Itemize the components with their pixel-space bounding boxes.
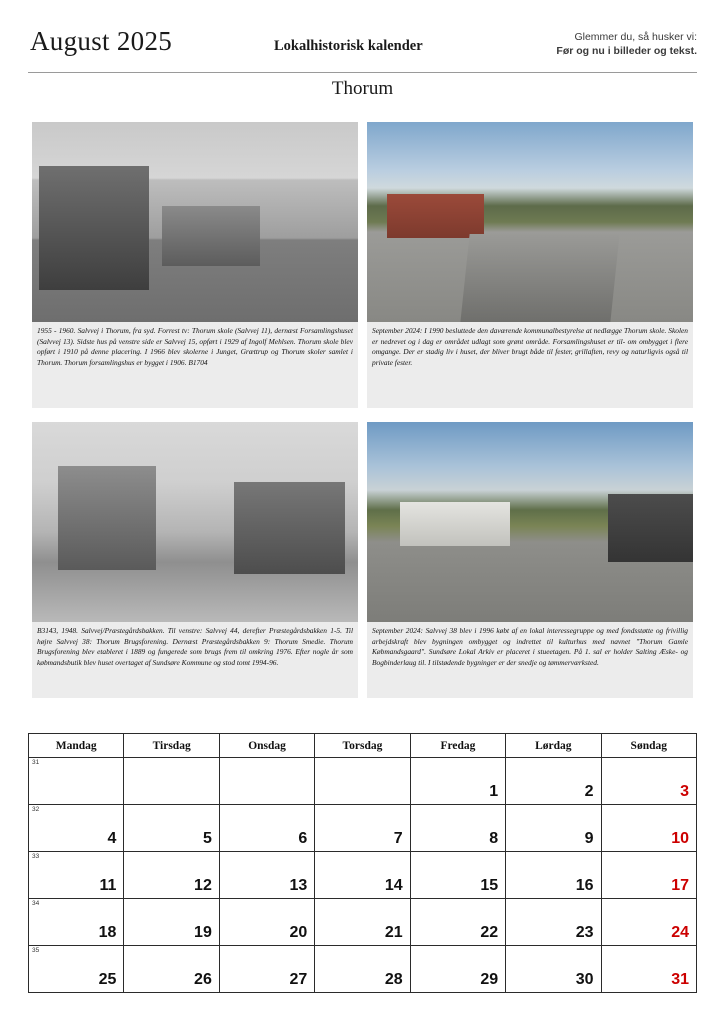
- calendar-week-row: [29, 946, 697, 993]
- calendar-week-row: [29, 758, 697, 805]
- calendar-day-cell[interactable]: [315, 852, 410, 899]
- calendar-empty-cell: [124, 758, 219, 805]
- weekday-header-tirsdag: Tirsdag: [124, 734, 219, 758]
- day-number: 5: [202, 830, 212, 847]
- calendar-day-cell[interactable]: [410, 899, 505, 946]
- caption-bottom-left: B3143, 1948. Salvvej/Præstegårdsbakken. Til venstre: Salvvej 44, derefter Præstegårdsbakken 1-5. Til højre Salvvej 38: Thorum Brugsforening. Dernæst Præstegårdsbakken 9: Thorum Smedie. Thorum Brugsforening blev etableret i 1889 og fungerede som brugs frem til omkring 1976. Efter nogle år som købmandsbutik blev huset overtaget af Sundsøre Kommune og stod tomt 1994-96.: [32, 622, 358, 698]
- day-number: 7: [393, 830, 403, 847]
- calendar-day-cell[interactable]: [410, 758, 505, 805]
- photo-bottom-right: [367, 422, 693, 622]
- day-number: 14: [384, 877, 403, 894]
- tagline: [556, 30, 697, 58]
- day-number: 27: [289, 971, 308, 988]
- calendar-day-cell[interactable]: [506, 899, 601, 946]
- calendar-week-row: [29, 899, 697, 946]
- photo-grid: [28, 118, 697, 698]
- calendar-day-cell[interactable]: [506, 758, 601, 805]
- caption-top-left: 1955 - 1960. Salvvej i Thorum, fra syd. Forrest tv: Thorum skole (Salvvej 11), dernæst Forsamlingshuset (Salvvej 13). Sidste hus på venstre side er Salvvej 15, opført i 1929 af Ingolf Mehlsen. Thorum skole blev opført i 1910 på denne placering. I 1966 blev skolerne i Junget, Grættrup og Thorum skoler samlet i Thorum. Thorum forsamlingshus er bygget i 1906. B1704: [32, 322, 358, 408]
- month-calendar: [28, 733, 697, 993]
- calendar-day-cell[interactable]: [601, 852, 696, 899]
- calendar-day-cell[interactable]: [506, 805, 601, 852]
- day-number: 12: [194, 877, 212, 894]
- calendar-day-cell[interactable]: [219, 899, 314, 946]
- week-number: 32: [32, 806, 40, 813]
- calendar-day-cell[interactable]: [410, 852, 505, 899]
- calendar-day-cell[interactable]: [410, 805, 505, 852]
- calendar-week-row: [29, 805, 697, 852]
- calendar-day-cell[interactable]: [124, 899, 219, 946]
- week-number: 35: [32, 947, 40, 954]
- photo-cell-bottom-right: [363, 418, 697, 698]
- calendar-day-cell[interactable]: [601, 805, 696, 852]
- day-number: 21: [384, 924, 403, 941]
- header-divider: [28, 72, 697, 73]
- day-number: 29: [480, 971, 499, 988]
- day-number: 19: [194, 924, 212, 941]
- week-number: 31: [32, 759, 40, 766]
- day-number: 16: [575, 877, 594, 894]
- day-number: 4: [107, 830, 117, 847]
- weekday-header-onsdag: Onsdag: [219, 734, 314, 758]
- week-number: 34: [32, 900, 40, 907]
- weekday-header-torsdag: Torsdag: [315, 734, 410, 758]
- caption-bottom-right: September 2024: Salvvej 38 blev i 1996 købt af en lokal interessegruppe og med fondsstøtte og frivillig arbejdskraft blev bygningen ombygget og indrettet til kulturhus med navnet "Thorum Gamle Købmandsgaard". Sundsøre Lokal Arkiv er placeret i stueetagen. På 1. sal er holder Salting Æske- og Bogbinderlaug til. I tilstødende bygninger er der snedje og tømmerværksted.: [367, 622, 693, 698]
- weekday-header-fredag: Fredag: [410, 734, 505, 758]
- calendar-day-cell[interactable]: [601, 758, 696, 805]
- day-number: 22: [480, 924, 499, 941]
- day-number: 28: [384, 971, 403, 988]
- calendar-week-row: [29, 852, 697, 899]
- calendar-day-cell[interactable]: [219, 805, 314, 852]
- calendar-day-cell[interactable]: [219, 946, 314, 993]
- day-number: 30: [575, 971, 594, 988]
- day-number: 11: [99, 877, 117, 894]
- calendar-day-cell[interactable]: [315, 805, 410, 852]
- caption-top-right: September 2024: I 1990 besluttede den daværende kommunalbestyrelse at nedlægge Thorum skole. Skolen er nedrevet og i dag er området udlagt som grønt område. Forsamlingshuset er til- om ombygget i flere omgange. Der er stadig liv i huset, der bliver brugt både til fester, grillaften, revy og naturligvis også til private fester.: [367, 322, 693, 408]
- day-number: 9: [584, 830, 594, 847]
- calendar-day-cell[interactable]: [315, 899, 410, 946]
- day-number: 23: [575, 924, 594, 941]
- calendar-day-cell[interactable]: [601, 899, 696, 946]
- calendar-day-cell[interactable]: [124, 946, 219, 993]
- day-number: 26: [194, 971, 212, 988]
- day-number: 8: [489, 830, 499, 847]
- photo-cell-top-left: [28, 118, 362, 408]
- weekday-header-sondag: Søndag: [601, 734, 696, 758]
- calendar-day-cell[interactable]: [506, 852, 601, 899]
- calendar-day-cell[interactable]: [506, 946, 601, 993]
- calendar-empty-cell: [219, 758, 314, 805]
- photo-cell-top-right: [363, 118, 697, 408]
- calendar-day-cell[interactable]: [601, 946, 696, 993]
- day-number: 15: [480, 877, 499, 894]
- day-number: 31: [671, 971, 689, 988]
- tagline-line-2: Før og nu i billeder og tekst.: [556, 45, 697, 58]
- calendar-day-cell[interactable]: [219, 852, 314, 899]
- photo-cell-bottom-left: [28, 418, 362, 698]
- page-title: August 2025: [30, 26, 173, 56]
- day-number: 13: [289, 877, 308, 894]
- day-number: 24: [671, 924, 689, 941]
- photo-top-left: [32, 122, 358, 322]
- calendar-day-cell[interactable]: [29, 852, 124, 899]
- calendar-day-cell[interactable]: [29, 805, 124, 852]
- day-number: 1: [489, 783, 499, 800]
- calendar-day-cell[interactable]: [124, 805, 219, 852]
- day-number: 17: [671, 877, 689, 894]
- weekday-header-mandag: Mandag: [29, 734, 124, 758]
- calendar-day-cell[interactable]: [124, 852, 219, 899]
- day-number: 2: [584, 783, 594, 800]
- photo-top-right: [367, 122, 693, 322]
- day-number: 25: [98, 971, 117, 988]
- day-number: 10: [671, 830, 689, 847]
- weekday-header-lordag: Lørdag: [506, 734, 601, 758]
- day-number: 3: [680, 783, 689, 800]
- calendar-day-cell[interactable]: [315, 946, 410, 993]
- week-number: 33: [32, 853, 40, 860]
- calendar-subtitle: Lokalhistorisk kalender: [274, 38, 423, 54]
- place-name: Thorum: [331, 78, 394, 99]
- page-header: [28, 0, 697, 80]
- calendar-day-cell[interactable]: [410, 946, 505, 993]
- calendar-header-row: [29, 734, 697, 758]
- calendar-day-cell[interactable]: [29, 899, 124, 946]
- day-number: 18: [98, 924, 117, 941]
- photo-bottom-left: [32, 422, 358, 622]
- day-number: 6: [298, 830, 308, 847]
- calendar-empty-cell: [29, 758, 124, 805]
- calendar-day-cell[interactable]: [29, 946, 124, 993]
- calendar-body: [29, 758, 697, 993]
- tagline-line-1: Glemmer du, så husker vi:: [574, 31, 697, 43]
- day-number: 20: [289, 924, 308, 941]
- calendar-empty-cell: [315, 758, 410, 805]
